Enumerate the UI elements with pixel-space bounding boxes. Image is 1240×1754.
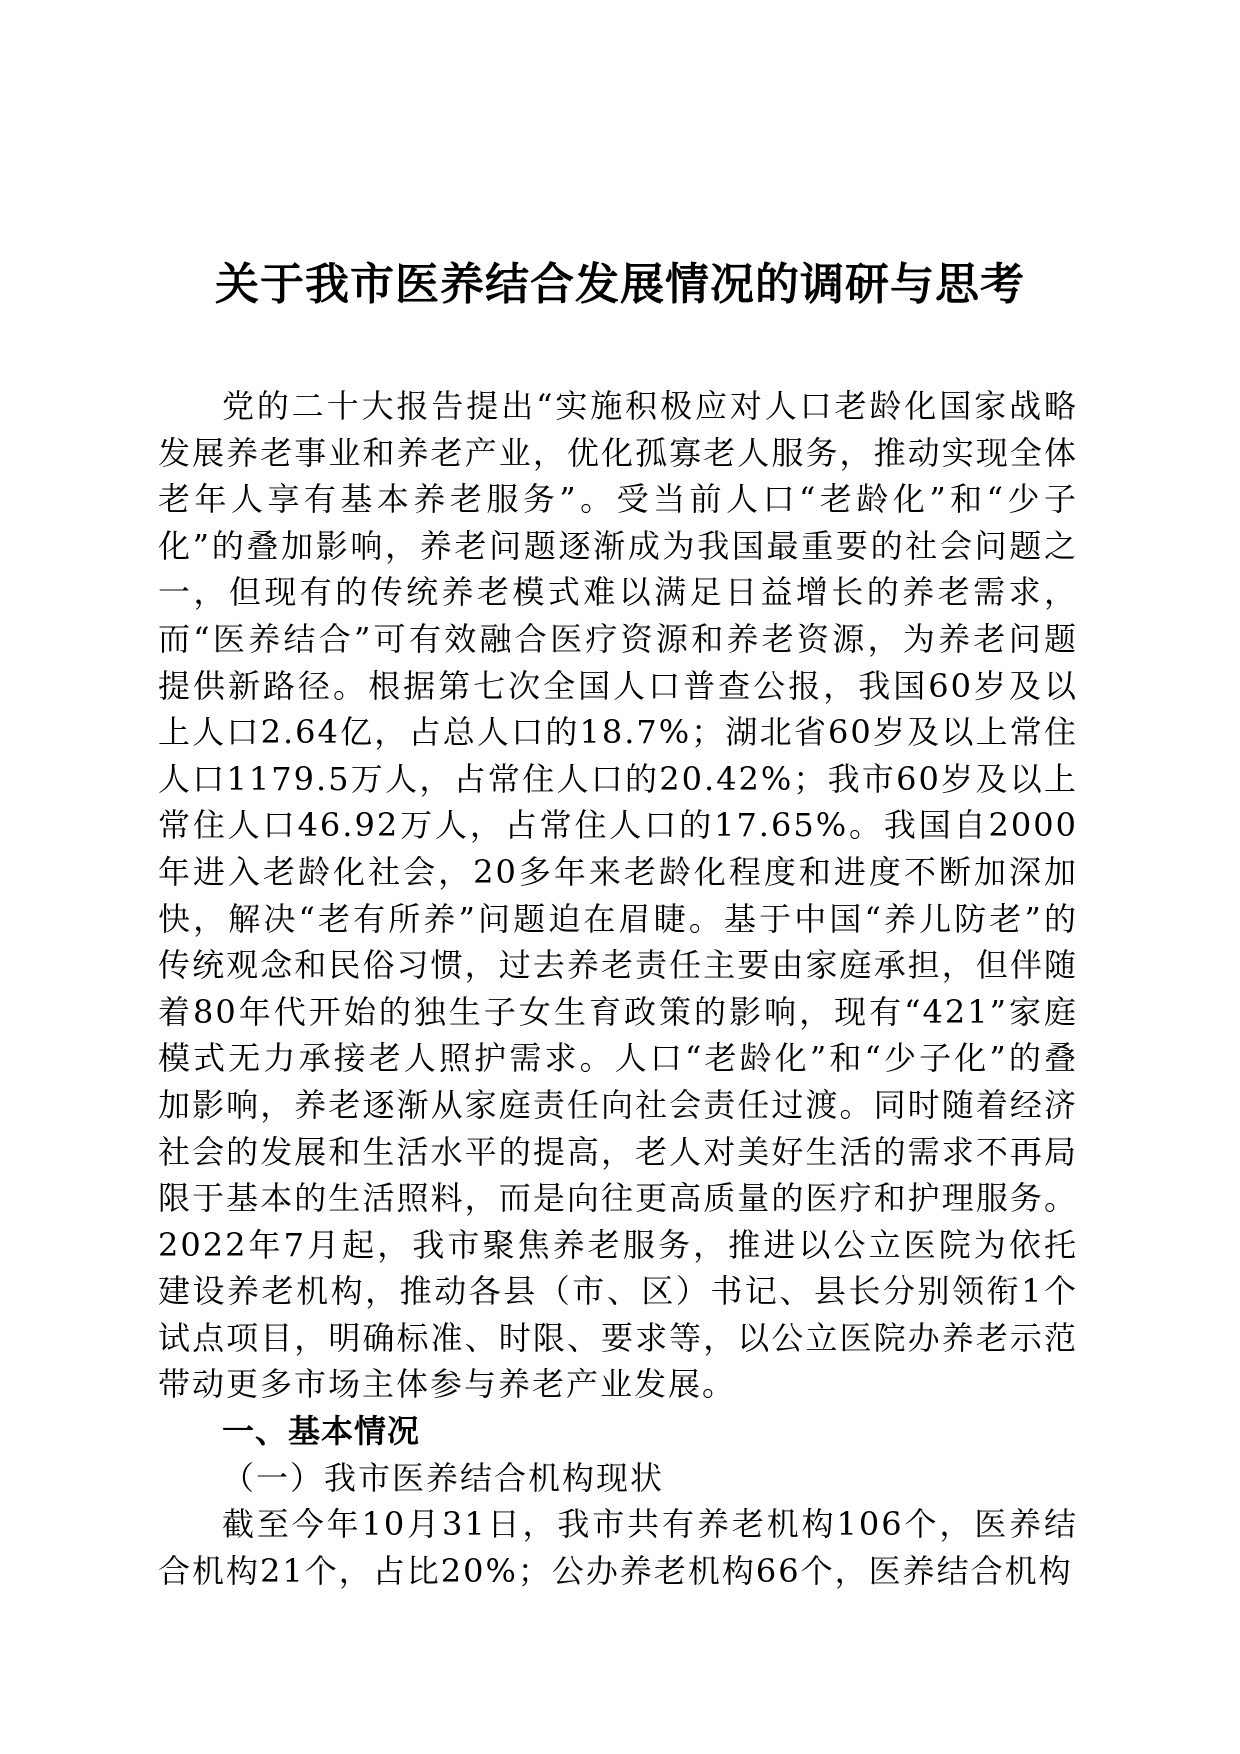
document-body [158, 383, 1078, 1594]
intro-paragraph: 党的二十大报告提出“实施积极应对人口老龄化国家战略发展养老事业和养老产业，优化孤寡老人服务，推动实现全体老年人享有基本养老服务”。受当前人口“老龄化”和“少子化”的叠加影响，养老问题逐渐成为我国最重要的社会问题之一，但现有的传统养老模式难以满足日益增长的养老需求，而“医养结合”可有效融合医疗资源和养老资源，为养老问题提供新路径。根据第七次全国人口普查公报，我国60岁及以上人口2.64亿，占总人口的18.7%；湖北省60岁及以上常住人口1179.5万人，占常住人口的20.42%；我市60岁及以上常住人口46.92万人，占常住人口的17.65%。我国自2000年进入老龄化社会，20多年来老龄化程度和进度不断加深加快，解决“老有所养”问题迫在眉睫。基于中国“养儿防老”的传统观念和民俗习惯，过去养老责任主要由家庭承担，但伴随着80年代开始的独生子女生育政策的影响，现有“421”家庭模式无力承接老人照护需求。人口“老龄化”和“少子化”的叠加影响，养老逐渐从家庭责任向社会责任过渡。同时随着经济社会的发展和生活水平的提高，老人对美好生活的需求不再局限于基本的生活照料，而是向往更高质量的医疗和护理服务。2022年7月起，我市聚焦养老服务，推进以公立医院为依托建设养老机构，推动各县（市、区）书记、县长分别领衔1个试点项目，明确标准、时限、要求等，以公立医院办养老示范带动更多市场主体参与养老产业发展。 [158, 387, 1078, 1404]
subsection-paragraph: 截至今年10月31日，我市共有养老机构106个，医养结合机构21个，占比20%；公办养老机构66个，医养结合机构 [158, 1505, 1078, 1590]
subsection-heading: （一）我市医养结合机构现状 [222, 1458, 665, 1497]
document-title: 关于我市医养结合发展情况的调研与思考 [215, 259, 1025, 310]
section-heading: 一、基本情况 [222, 1412, 421, 1451]
